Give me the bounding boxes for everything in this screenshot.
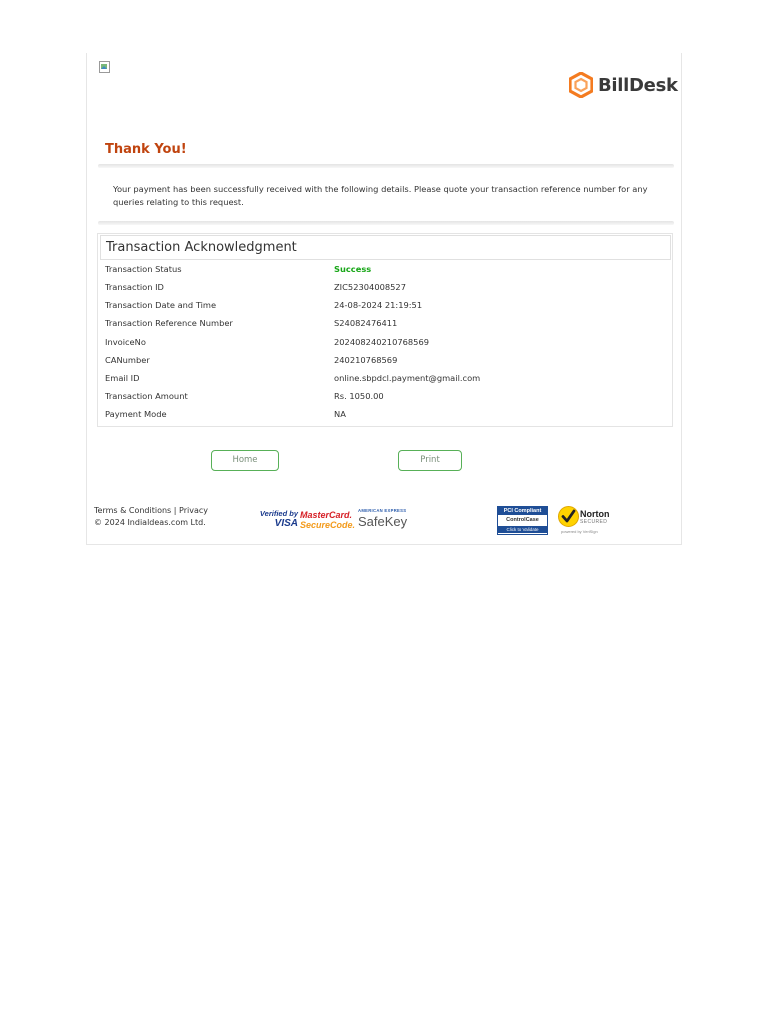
row-value-date-time: 24-08-2024 21:19:51	[334, 300, 423, 310]
norton-secured-badge[interactable]	[557, 505, 617, 536]
visa-badge-line2: VISA	[274, 518, 298, 529]
pci-badge-line1: PCI Compliant	[498, 507, 547, 515]
row-value-payment-mode: NA	[334, 409, 346, 419]
broken-image-icon	[99, 61, 110, 73]
pci-badge-line3: Click to Validate	[498, 526, 547, 533]
norton-badge-line3: powered by VeriSign	[561, 529, 598, 534]
row-value-amount: Rs. 1050.00	[334, 391, 384, 401]
billdesk-hexagon-icon	[569, 72, 593, 98]
norton-badge-line1: Norton	[580, 509, 610, 519]
footer-separator: |	[173, 506, 177, 515]
visa-badge-line1: Verified by	[259, 509, 298, 518]
norton-badge-line2: SECURED	[580, 519, 608, 525]
norton-check-icon	[557, 505, 580, 528]
pci-badge-line2: ControlCase	[506, 517, 539, 523]
footer-links	[94, 505, 208, 529]
copyright-text: © 2024 Indialdeas.com Ltd.	[94, 518, 206, 527]
amex-badge-line2: SafeKey	[358, 514, 408, 529]
divider-middle	[98, 221, 674, 225]
print-button[interactable]: Print	[398, 450, 462, 471]
privacy-link[interactable]: Privacy	[179, 506, 208, 515]
row-label-payment-mode: Payment Mode	[105, 409, 167, 419]
row-label-status: Transaction Status	[105, 264, 182, 274]
terms-link[interactable]: Terms & Conditions	[94, 506, 172, 515]
row-label-invoice-no: InvoiceNo	[105, 337, 146, 347]
mastercard-badge-line1: MasterCard.	[300, 510, 353, 520]
row-value-transaction-id: ZIC52304008527	[334, 282, 406, 292]
success-message: Your payment has been successfully received with the following details. Please quote your transaction reference number for any queries relating to this request.	[113, 184, 648, 207]
verified-by-visa-badge	[254, 510, 298, 532]
row-value-status: Success	[334, 264, 372, 274]
page-title: Thank You!	[105, 142, 187, 157]
row-value-email: online.sbpdcl.payment@gmail.com	[334, 373, 481, 383]
row-label-ca-number: CANumber	[105, 355, 150, 365]
row-label-email: Email ID	[105, 373, 140, 383]
brand-name: BillDesk	[598, 74, 678, 96]
row-label-amount: Transaction Amount	[105, 391, 188, 401]
row-label-date-time: Transaction Date and Time	[105, 300, 217, 310]
row-value-ca-number: 240210768569	[334, 355, 398, 365]
home-button[interactable]: Home	[211, 450, 279, 471]
acknowledgment-title: Transaction Acknowledgment	[100, 235, 671, 260]
row-label-transaction-id: Transaction ID	[105, 282, 164, 292]
row-label-reference-number: Transaction Reference Number	[105, 318, 233, 328]
mastercard-securecode-badge	[300, 510, 356, 532]
amex-badge-line1: AMERICAN EXPRESS	[358, 508, 407, 513]
row-value-reference-number: S24082476411	[334, 318, 398, 328]
amex-safekey-badge	[358, 508, 420, 532]
pci-compliant-badge[interactable]	[497, 506, 548, 535]
row-value-invoice-no: 202408240210768569	[334, 337, 430, 347]
divider-top	[98, 164, 674, 168]
billdesk-logo	[569, 72, 678, 98]
mastercard-badge-line2: SecureCode.	[300, 520, 356, 530]
